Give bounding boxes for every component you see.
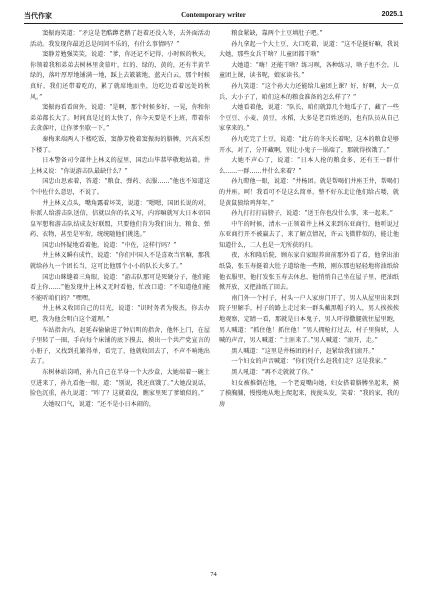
paragraph: 国忠山眯缝着三角眼，说道：“游击队那可是死硬分子，他们能看上你……”他发现井上林义无时看他，忙改口道：“不知道他们能不能听咱们的？”嘿嘿。 xyxy=(30,273,210,302)
paragraph: 夜，水和隆后院，顾东家自家眼养窗前那外看了看，他拿出油纸袋，张玉寿挺着大肚子道给他一些粮，刚东那也轻轻地将油纸给他衣服里，他打发张玉寿去休息，他悄悄自己坐在屋子里，把油纸掀开放，又把油纸了回去。 xyxy=(219,252,399,292)
paragraph: 国忠山思索着，答道：“粮食、弹药、衣服……”他也不知道这个中佐什么意思，不说了。 xyxy=(30,178,210,196)
right-column xyxy=(219,29,399,557)
paragraph: 窦静芳勉强笑笑，说道：“爹，你还记不记得，小时候的秋天，你领着我和弟弟去树林里贪慕叶，红的、绿的、黄的，还有半黄半绿的，落叶厚厚地铺满一地，踩上去簌簌地，蓝天白云，那个时候真好。我们还带着吃的，累了就席地而坐，边吃边看着远处的秋风。” xyxy=(30,51,210,101)
page-number: 74 xyxy=(210,571,217,578)
paragraph: 黑人喊道：“这里是井杨团的村子，赶紧给我们滚开。” xyxy=(231,347,375,355)
paragraph: 孙九拿起一个大土豆，大口吃着，说道：“这不是挺好嘛，我说大她，那些女兵干啥？儿童团都干啥” xyxy=(219,40,399,59)
paragraph: 窦振海看看窗外，说道：“是啊，那个时候多好，一晃，你和你弟弟都长大了。时间真是过的太快了，你今天要是不上班，带着你去贪落叶，让你爹坐歇一下。” xyxy=(30,104,210,133)
paragraph: 中午的时候，清水一正领着井上林义来到东亚商行，他听说过东亚商行开不被赢去了，来了解点情况，许云飞微胖似的，能让他知道什么，二人也是一无所获的归。 xyxy=(219,220,399,249)
paragraph: 大她看着他，说道：“队长，咱们就算几个地瓜子了，藏了一些个豆豆、小麦、黄豆，水稻，大多是老百姓送的，也有队员从自己家拿来的。” xyxy=(219,104,399,133)
paragraph: 秦梅来端两人下楼吃饭，窦静芳挽着窦振海的胳膊，兴高采烈下楼了。 xyxy=(30,135,210,154)
paragraph: 窦振海笑道：“矛这是老酷蹲老鹅了赶着还没入冬，去外面活动活动。我发现你最近总是问问不乐的，有什么事情吗？” xyxy=(30,30,210,48)
paragraph: 井上林义收回自己的目光，说道：“识时务者为俊杰，你去办吧，我为他会明白这个道理。” xyxy=(30,305,210,324)
issue-number: 2025.1 xyxy=(381,11,403,18)
paragraph: 黑人吼道：“再不走就就了你。” xyxy=(231,369,314,376)
paragraph: 一个妇女的声音喊道：“你们凭什么赶我们走？这是我家。” xyxy=(231,358,387,366)
header-rule xyxy=(24,23,403,24)
paragraph: 井上林义瞬有成竹，说道：“你们中国人不是喜欢当官嘛，那我就给孙九一个团长当，这可比他那个小小的队长大多了。” xyxy=(30,252,210,271)
paragraph: 孙九打打打肩膀子，说道：“送王你也没什么事，来一起来。” xyxy=(231,210,393,218)
paragraph: 孙九吃完了土豆，说道：“此方的冬天长着呢，这本的粮食是够开水，对了，分开藏啊，别让小鬼子一锅端了，那就得挨饿了。” xyxy=(219,135,399,154)
paragraph: 大她不声心了，说道：“日本人抢的粮食多，还有王一群什么……一群……井什么来着？” xyxy=(219,157,399,175)
paragraph: 妇女被推倒在地，一个老夏嘴向她，妇女搭着胳膊坐起来，摸了摸胸脯，慢慢地从地上爬起来，拢拢头发，笑着：“我的家，我的房 xyxy=(219,379,399,408)
paragraph: 井上林义点头，嘴角露着坏笑，说道：“嗯嗯，国团长说的对，你派人给游击队送信，信就以你的名义写，内容嘛就写大日本帝国皇军想和游击队结成友好联盟，只要他们肯为我们出力，粮食、弹药、衣物，甚至是军衔，统统随他们挑选。” xyxy=(30,199,210,239)
paragraph: 日本警备司令部井上林义的屋里，国忠山毕恭毕敬地站着。井上林义说：“你说游击队最缺什么？” xyxy=(30,157,210,175)
magazine-name: 当代作家 xyxy=(24,13,52,20)
magazine-english-name: Contemporary writer xyxy=(181,11,246,19)
paragraph: 东树林站岗哨，孙九自己在半身一个大沙盒，大她端着一碗土豆进来了，孙九看他一眼，道：“别说，我还真饿了。”大她没说话，脸色沉重，孙九说道：“咋了？这就着没，瞧家里死了爹娘似的。” xyxy=(30,369,210,398)
paragraph: 粮食紧缺，靠两个土豆填肚子吧。” xyxy=(231,30,323,37)
running-header xyxy=(24,9,403,21)
paragraph: 孙九笑道：“这个孙大力还能给儿童团上课？好，好啊，大一点兵，大小子了，咱们这本的粮食准备的怎么样了？” xyxy=(219,82,399,101)
paragraph: 孙九瞪他一眼，说道：“井杨团。就是帮喝们井座王井，帮喝们的井座。呵！我看可不是这么简单，整不好东北让他们给占喽，就是黄鼠狼给鸡拜年。” xyxy=(219,178,399,207)
paragraph: 车站指舍内，赵延春偷偷进了钟启明的指舍，他怀上门，在屋子里转了一圈，手向每个床铺的底下摸去，摸出一个共产党宣言的小册子，又找到孔繁得单，看完了，他就收回去了，不声不响地出去了。 xyxy=(30,326,210,366)
paragraph: 南门外一个村子，村头一户人家房门开了，男人从屋里出来到院子里解手，村子的路上走过来一群头戴黑帽子的人，男人挨挨挨地观察，定睛一看，那就是日本鬼子，男人吓得撒腿就往屋里跑，男人喊道：“抓住他！抓住他！”男人拥枪打过去，村子里狗吠，人喊的声音，男人喊道：“土匪来了。”男人喊道：“滚开，走。” xyxy=(219,294,399,345)
paragraph: 国忠山怀疑地看着他，说道：“中佐，这样行吗？” xyxy=(42,241,177,249)
left-column xyxy=(30,29,210,557)
paragraph: 大她叹口气，说道：“还不是小日本闹的， xyxy=(42,400,155,408)
paragraph: 大她道：“嗨！还能干啥？练习呗，各种练习，啥子也不会。儿童团上课，读书呢，娘家读书。” xyxy=(219,61,399,80)
